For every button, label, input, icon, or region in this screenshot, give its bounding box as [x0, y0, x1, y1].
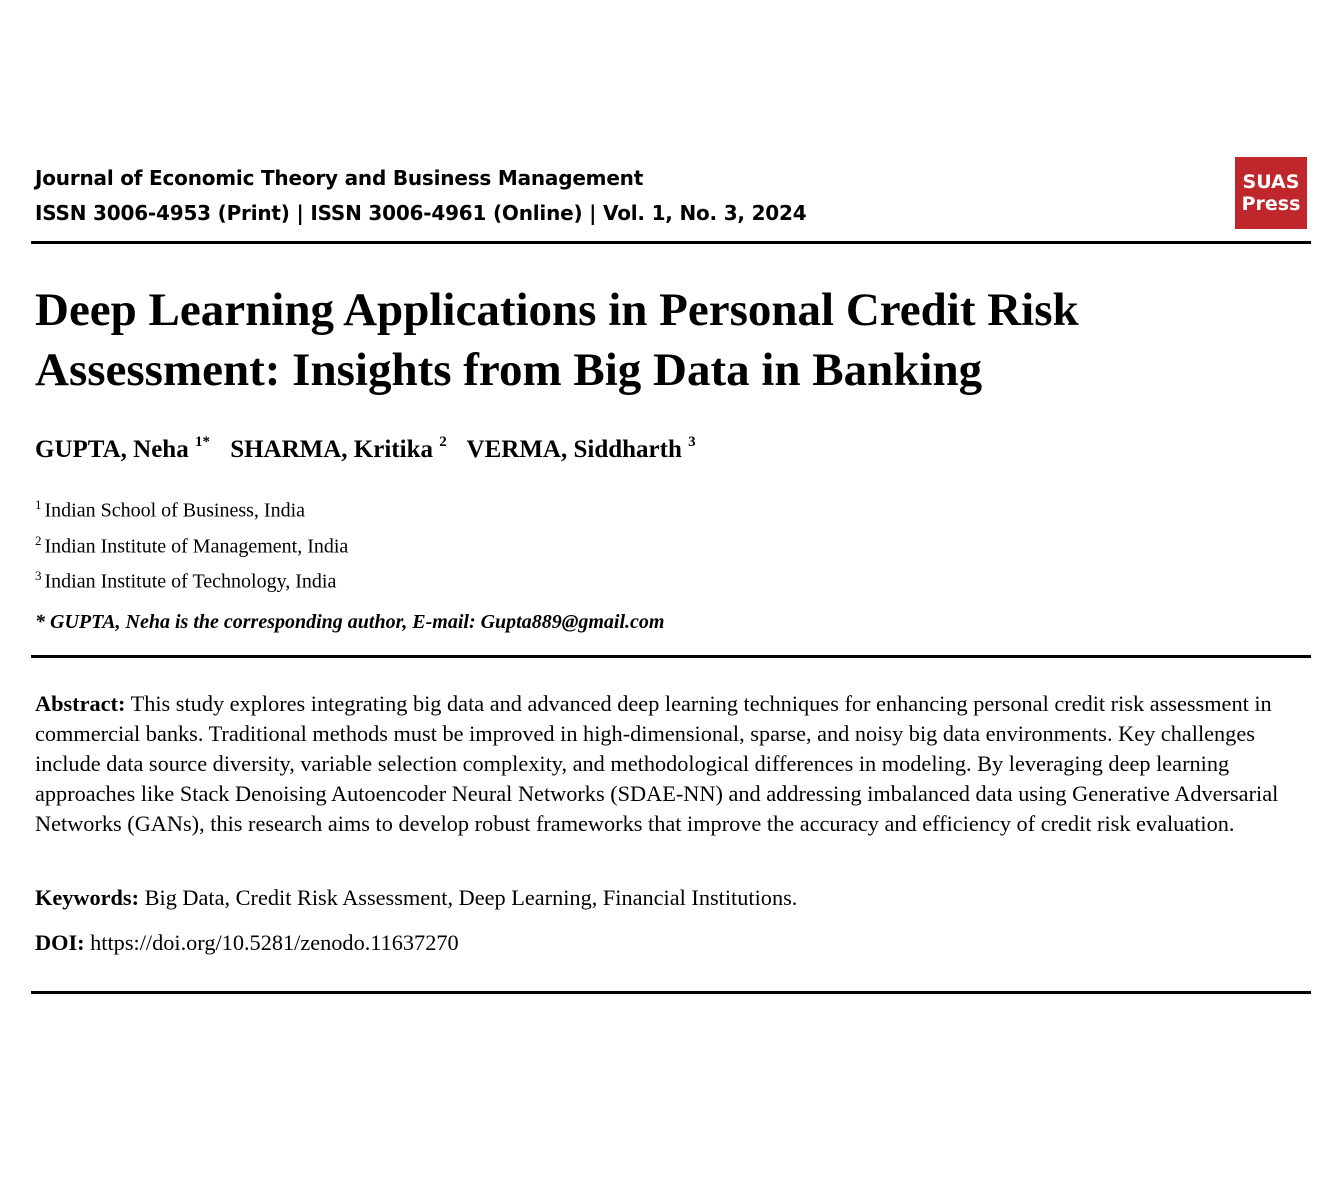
author: VERMA, Siddharth $^3$ — [466, 434, 696, 464]
abstract-label: Abstract: — [35, 691, 126, 716]
logo-line1: SUAS — [1242, 171, 1300, 193]
keywords — [35, 885, 797, 911]
corresponding-author-note: * GUPTA, Neha is the corresponding author, E-mail: Gupta889@gmail.com — [35, 611, 665, 633]
abstract — [35, 689, 1310, 839]
journal-name: Journal of Economic Theory and Business Management — [35, 166, 644, 190]
affiliation: $^2$ Indian Institute of Management, India — [35, 532, 349, 558]
journal-header — [35, 161, 806, 231]
doi-label: DOI: — [35, 930, 85, 955]
affiliation-list — [35, 490, 348, 597]
abstract-top-divider — [31, 655, 1311, 658]
author: GUPTA, Neha $^{1*}$ — [35, 434, 210, 464]
abstract-text: This study explores integrating big data and advanced deep learning techniques for enhancing personal credit risk assessment in commercial banks. Traditional methods must be improved in high-dimensional, sparse, and noisy big data environments. Key challenges include data source diversity, variable selection complexity, and methodological differences in modeling. By leveraging deep learning approaches like Stack Denoising Autoencoder Neural Networks (SDAE-NN) and addressing imbalanced data using Generative Adversarial Networks (GANs), this research aims to develop robust frameworks that improve the accuracy and efficiency of credit risk evaluation. — [35, 691, 1279, 836]
suas-press-logo — [1235, 157, 1307, 229]
affiliation: $^1$ Indian School of Business, India — [35, 497, 306, 522]
issn-line: ISSN 3006-4953 (Print) | ISSN 3006-4961 (Online) | Vol. 1, No. 3, 2024 — [35, 201, 807, 225]
keywords-text: Big Data, Credit Risk Assessment, Deep Learning, Financial Institutions. — [144, 885, 798, 910]
author-list — [35, 436, 710, 464]
header-divider — [31, 241, 1311, 244]
abstract-bottom-divider — [31, 991, 1311, 994]
author: SHARMA, Kritika $^2$ — [230, 434, 447, 464]
keywords-label: Keywords: — [35, 885, 140, 910]
logo-line2: Press — [1241, 193, 1301, 215]
doi-link[interactable]: https://doi.org/10.5281/zenodo.11637270 — [90, 930, 459, 955]
paper-title: Deep Learning Applications in Personal Credit Risk Assessment: Insights from Big Data in Banking — [35, 284, 1079, 396]
doi — [35, 930, 459, 956]
affiliation: $^3$ Indian Institute of Technology, India — [35, 568, 337, 593]
